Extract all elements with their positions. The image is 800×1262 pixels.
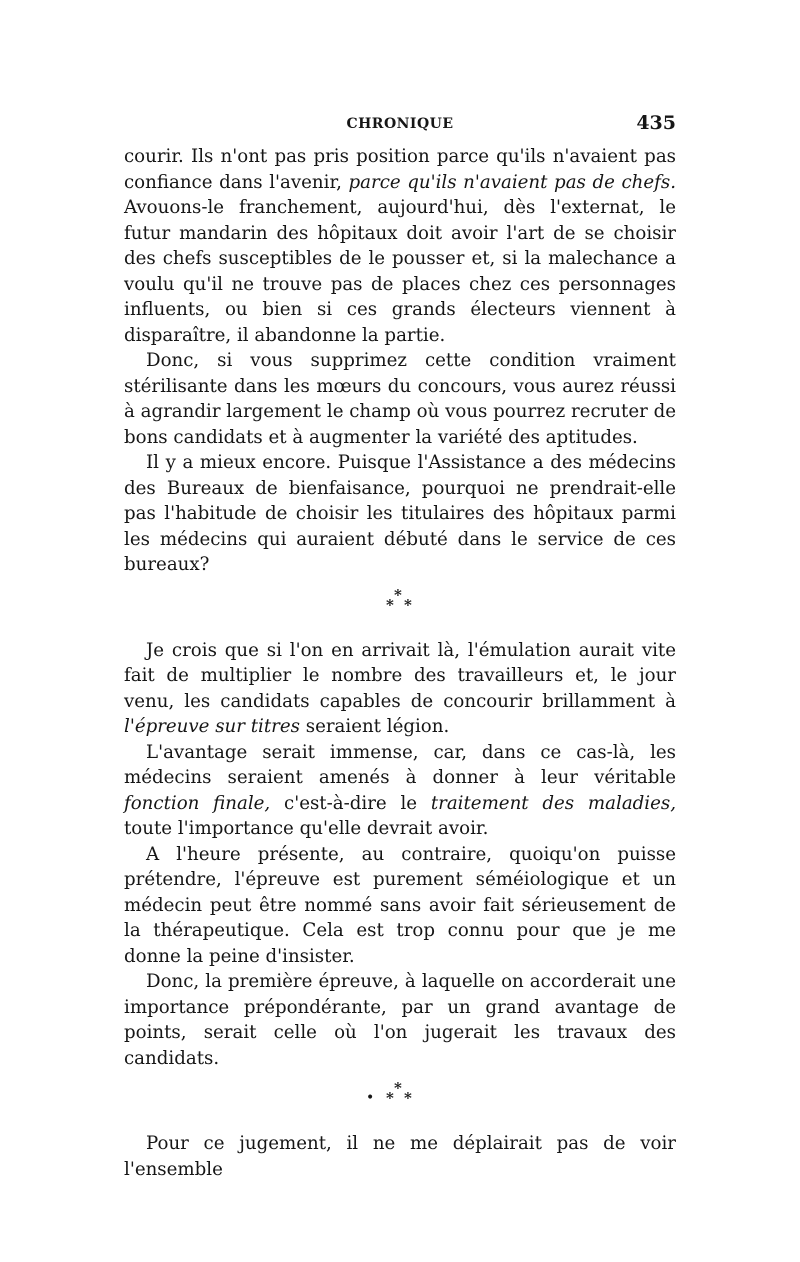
paragraph-5-italic-1: fonction finale, [124,792,271,814]
paragraph-5-text-b: c'est-à-dire le [270,792,431,814]
asterism-star: * [394,1079,402,1097]
page-number: 435 [636,112,676,134]
paragraph-5-text-c: toute l'importance qu'elle devrait avoir. [124,818,489,839]
paragraph-7: Donc, la première épreuve, à laquelle on accorderait une importance prépondérante, par un grand avantage de points, serait celle où l'on jugerait les travaux des candidats. [124,971,676,1069]
paragraph-4-italic: l'épreuve sur titres [124,716,300,737]
asterism-star: * [404,1089,412,1107]
paragraph-4-text-a: Je crois que si l'on en arrivait là, l'émulation aurait vite fait de multiplier le nombre des travailleurs et, le jour venu, les candidats capables de concourir brillamment à [124,639,676,712]
paragraph-1-italic: parce qu'ils n'avaient pas de chefs. [348,171,676,193]
paragraph-5-text-a: L'avantage serait immense, car, dans ce cas-là, les médecins seraient amenés à donner à leur véritable [124,741,676,788]
running-title: CHRONIQUE [346,116,454,132]
footer-mark: • [366,1090,375,1106]
section-break-asterism [124,1071,676,1131]
paragraph-1 [124,144,676,348]
asterism-star: * [386,595,394,614]
section-break-asterism [124,578,676,638]
paragraph-3: Il y a mieux encore. Puisque l'Assistance a des médecins des Bureaux de bienfaisance, pourquoi ne prendrait-elle pas l'habitude de choisir les titulaires des hôpitaux parmi les médecins qui auraient débuté dans le service de ces bureaux? [124,452,676,575]
paragraph-1-text-b: Avouons-le franchement, aujourd'hui, dès l'externat, le futur mandarin des hôpitaux doit avoir l'art de se choisir des chefs susceptibles de le pousser et, si la malechance a voulu qu'il ne trouve pas de places chez ces personnages influents, ou bien si ces grands électeurs viennent à disparaître, il abandonne la partie. [124,197,676,346]
paragraph-4-text-b: seraient légion. [299,716,450,737]
paragraph-8: Pour ce jugement, il ne me déplairait pas de voir l'ensemble [124,1133,676,1180]
asterism-star: * [386,1089,394,1107]
asterism-star: * [394,585,402,604]
asterism-star: * [404,595,412,614]
running-head [124,112,676,144]
paragraph-6: A l'heure présente, au contraire, quoiqu'on puisse prétendre, l'épreuve est purement séméiologique et un médecin peut être nommé sans avoir fait sérieusement de la thérapeutique. Cela est trop connu pour que je me donne la peine d'insister. [124,843,676,967]
paragraph-1-text-a: courir. Ils n'ont pas pris position parce qu'ils n'avaient pas confiance dans l'avenir, [124,146,676,193]
paragraph-2: Donc, si vous supprimez cette condition vraiment stérilisante dans les mœurs du concours, vous aurez réussi à agrandir largement le champ où vous pourrez recruter de bons candidats et à augmenter la variété des aptitudes. [124,350,676,448]
paragraph-4 [124,638,676,740]
paragraph-5 [124,740,676,842]
paragraph-5-italic-2: traitement des maladies, [430,792,677,814]
book-page [124,112,676,1182]
